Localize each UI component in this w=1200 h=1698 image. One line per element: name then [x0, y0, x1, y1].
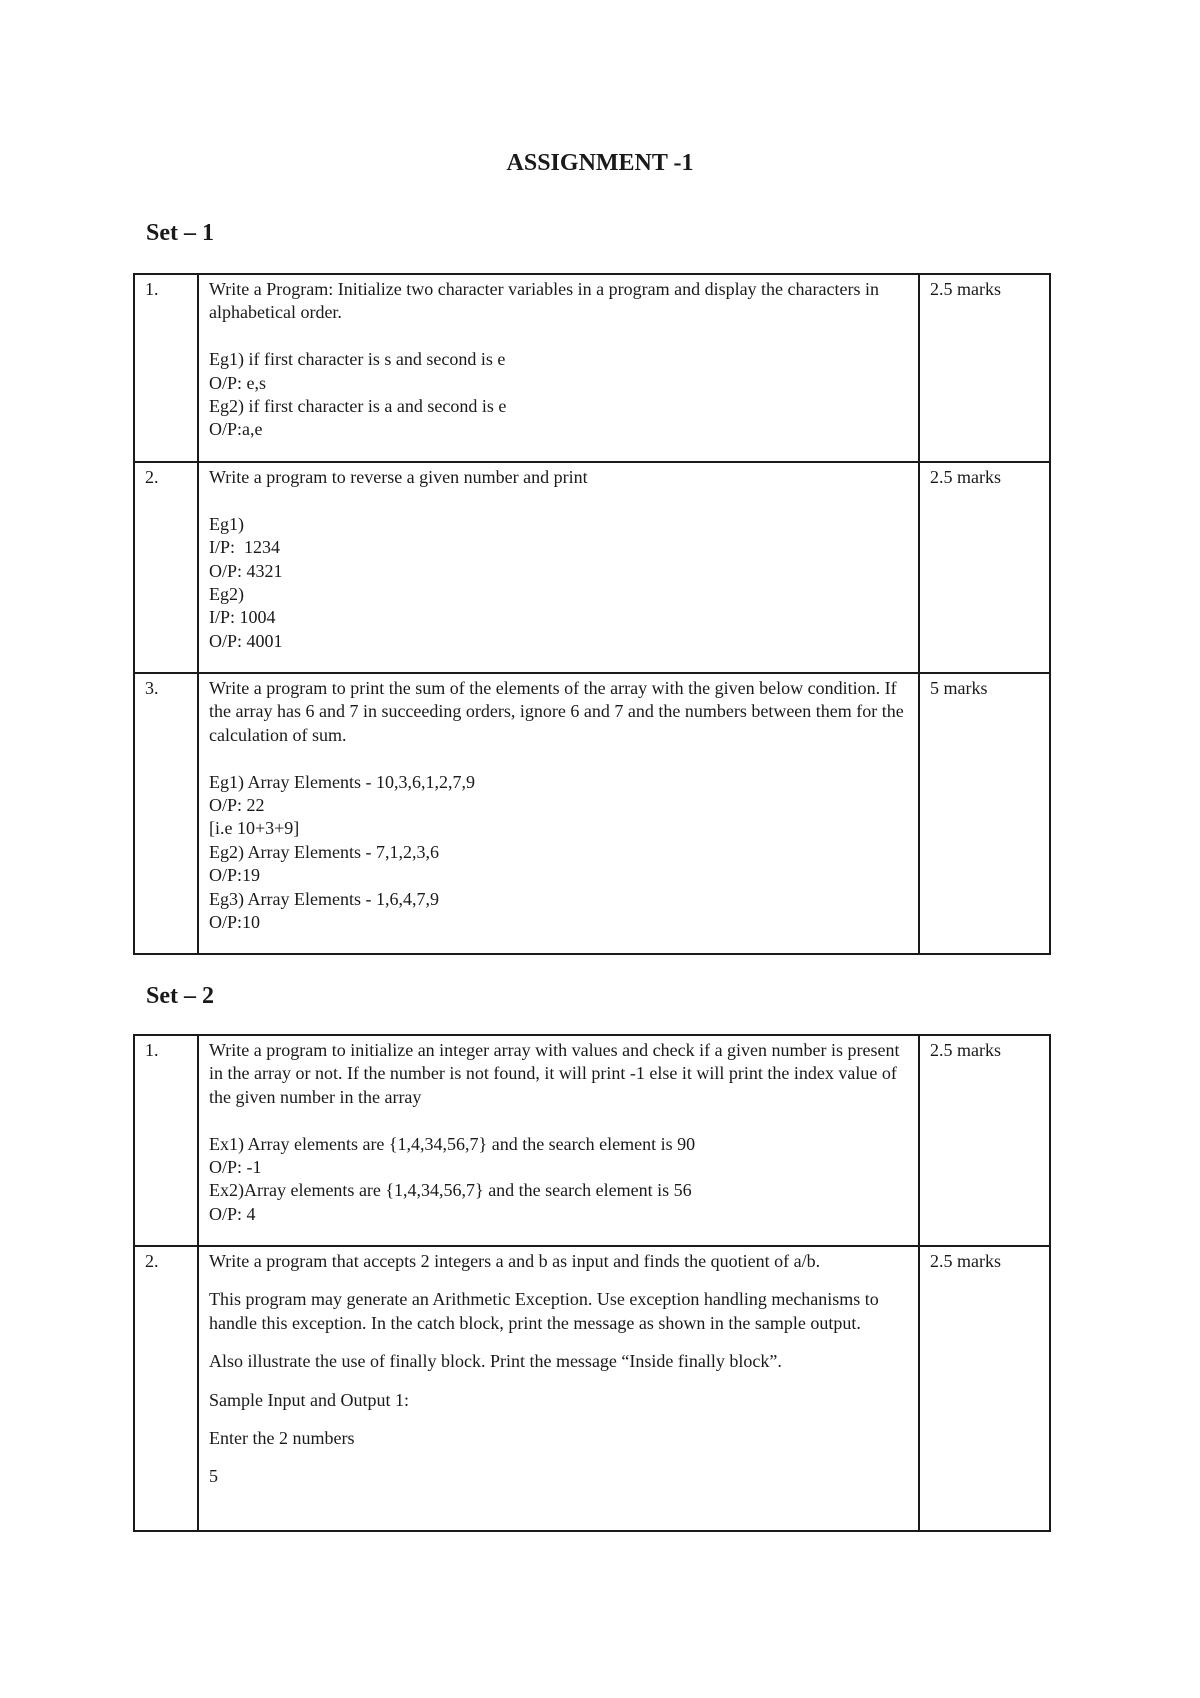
example-line: Eg1) Array Elements - 10,3,6,1,2,7,9	[209, 771, 475, 792]
question-number: 2.	[134, 462, 198, 673]
marks-cell: 2.5 marks	[919, 274, 1050, 462]
table-row	[134, 274, 1050, 462]
example-line: Eg2) if first character is a and second is e	[209, 396, 507, 417]
question-text	[198, 673, 919, 954]
example-line: O/P: 4	[209, 1203, 256, 1224]
question-text	[198, 462, 919, 673]
example-line: O/P:19	[209, 865, 261, 886]
question-paragraph: Also illustrate the use of finally block. Print the message “Inside finally block”.	[209, 1351, 782, 1372]
example-line: Eg1)	[209, 513, 244, 534]
example-line: Eg2) Array Elements - 7,1,2,3,6	[209, 841, 439, 862]
example-line: Ex1) Array elements are {1,4,34,56,7} and the search element is 90	[209, 1133, 696, 1154]
question-prompt: Write a Program: Initialize two character variables in a program and display the characters in alphabetical order.	[209, 279, 884, 323]
example-line: Eg3) Array Elements - 1,6,4,7,9	[209, 888, 439, 909]
document-title: ASSIGNMENT -1	[506, 150, 694, 176]
question-paragraph: This program may generate an Arithmetic Exception. Use exception handling mechanisms to handle this exception. In the catch block, print the message as shown in the sample output.	[209, 1289, 884, 1333]
example-line: I/P: 1004	[209, 607, 276, 628]
sample-io-line: 5	[209, 1466, 218, 1487]
example-line: I/P: 1234	[209, 537, 281, 558]
question-prompt: Write a program to print the sum of the elements of the array with the given below condition. If the array has 6 and 7 in succeeding orders, ignore 6 and 7 and the numbers between them for the calculation of sum.	[209, 678, 909, 745]
example-line: O/P:a,e	[209, 419, 263, 440]
question-prompt: Write a program to reverse a given number and print	[209, 467, 588, 487]
example-line: O/P: 4001	[209, 630, 283, 651]
sample-io-line: Enter the 2 numbers	[209, 1428, 355, 1449]
set-1-heading: Set – 1	[146, 220, 214, 246]
question-text	[198, 1246, 919, 1531]
question-number: 1.	[134, 1035, 198, 1246]
marks-cell: 2.5 marks	[919, 1035, 1050, 1246]
question-number: 2.	[134, 1246, 198, 1531]
example-line: O/P: 4321	[209, 560, 283, 581]
set-2-question-table	[133, 1034, 1051, 1532]
table-row	[134, 1246, 1050, 1531]
question-text	[198, 1035, 919, 1246]
marks-cell: 2.5 marks	[919, 462, 1050, 673]
question-prompt: Write a program that accepts 2 integers a and b as input and finds the quotient of a/b.	[209, 1251, 821, 1271]
example-line: Ex2)Array elements are {1,4,34,56,7} and the search element is 56	[209, 1180, 692, 1201]
set-2-heading: Set – 2	[146, 983, 214, 1009]
set-1-question-table	[133, 273, 1051, 955]
example-line: O/P: 22	[209, 795, 265, 816]
table-row	[134, 1035, 1050, 1246]
question-text	[198, 274, 919, 462]
example-line: O/P: e,s	[209, 372, 267, 393]
question-number: 3.	[134, 673, 198, 954]
example-line: Eg1) if first character is s and second is e	[209, 349, 506, 370]
table-row	[134, 673, 1050, 954]
marks-cell: 2.5 marks	[919, 1246, 1050, 1531]
table-row	[134, 462, 1050, 673]
sample-io-heading: Sample Input and Output 1:	[209, 1389, 409, 1410]
example-line: O/P: -1	[209, 1157, 262, 1178]
question-number: 1.	[134, 274, 198, 462]
question-prompt: Write a program to initialize an integer array with values and check if a given number is present in the array or not. If the number is not found, it will print -1 else it will print the index value of the given number in the array	[209, 1040, 905, 1107]
example-line: O/P:10	[209, 912, 261, 933]
example-line: Eg2)	[209, 584, 244, 605]
marks-cell: 5 marks	[919, 673, 1050, 954]
example-line: [i.e 10+3+9]	[209, 818, 300, 839]
